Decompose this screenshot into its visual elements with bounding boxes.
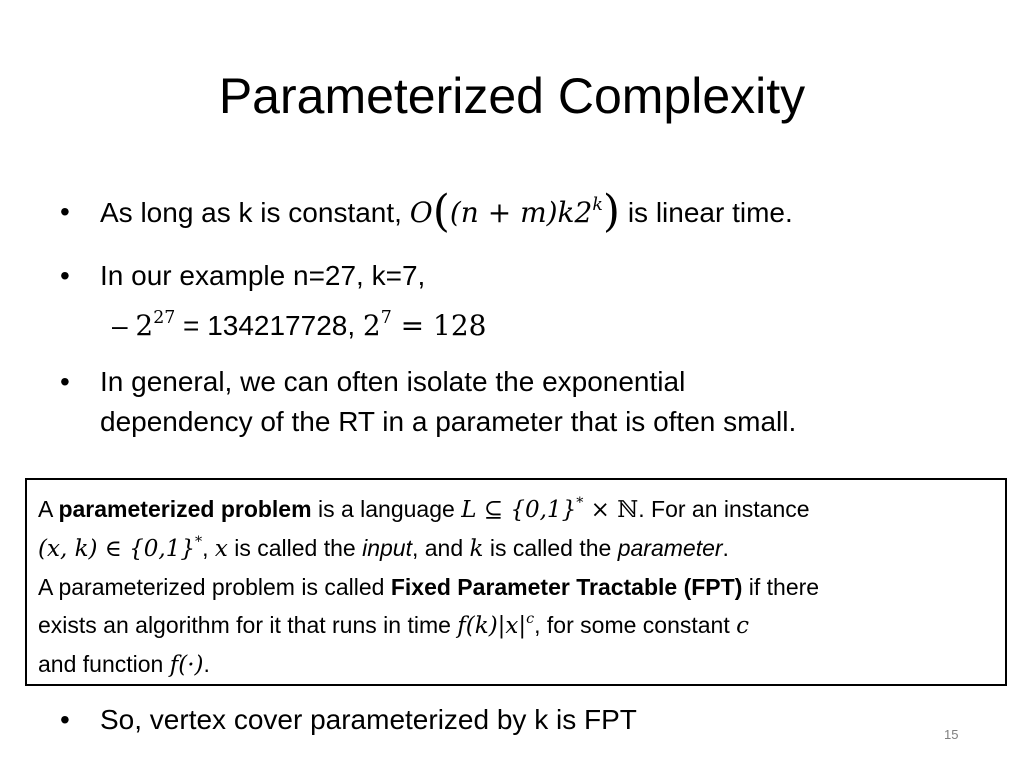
bullet-dot: •	[60, 366, 70, 397]
bullet-dot: •	[60, 260, 70, 291]
def-text: .	[203, 651, 210, 677]
def-text: A parameterized problem is called	[38, 574, 391, 600]
equals-value-b: = 128	[391, 309, 487, 342]
def-text: , and	[411, 535, 470, 561]
power-base-a: 2	[135, 309, 154, 342]
def-math-star: *	[576, 495, 584, 512]
bullet-text	[100, 186, 980, 237]
def-math-star: *	[194, 534, 203, 551]
bullet-dot: •	[60, 196, 70, 227]
definition-line-1	[38, 490, 994, 529]
bullet-text-pre: As long as k is constant,	[100, 197, 410, 228]
sub-bullet-values	[112, 306, 972, 346]
bullet-text: In our example n=27, k=7,	[100, 260, 426, 291]
definition-line-5	[38, 645, 994, 684]
def-math: c	[736, 613, 750, 639]
exponent-k: k	[592, 194, 603, 215]
def-text: if there	[742, 574, 820, 600]
def-term-parameter: parameter	[617, 535, 723, 561]
def-text: A	[38, 496, 59, 522]
def-text: ,	[202, 535, 215, 561]
def-text: is a language	[311, 496, 462, 522]
definition-line-4	[38, 606, 994, 645]
def-text: .	[722, 535, 729, 561]
right-big-paren: )	[602, 186, 621, 237]
def-term-fpt: Fixed Parameter Tractable (FPT)	[390, 574, 743, 600]
def-math: × ℕ	[583, 497, 639, 523]
def-term-input: input	[362, 535, 412, 561]
def-text: exists an algorithm for it that runs in time	[38, 612, 458, 638]
power-exp-b: 7	[380, 307, 392, 328]
bullet-line-1: In general, we can often isolate the exponential	[100, 366, 686, 397]
def-text: is called the	[483, 535, 618, 561]
bullet-text	[100, 362, 980, 442]
def-math: L ⊆ {0,1}	[461, 497, 577, 523]
def-text: . For an instance	[638, 496, 810, 522]
def-math-exponent: c	[526, 611, 535, 628]
power-exp-a: 27	[153, 307, 176, 328]
bullet-text-post: is linear time.	[620, 197, 793, 228]
complexity-expression: (n + m)k2	[449, 196, 593, 229]
definition-box	[25, 478, 1007, 686]
def-math: (x, k) ∈ {0,1}	[38, 536, 195, 562]
equals-value-a: = 134217728,	[175, 310, 363, 341]
def-math: f(·)	[169, 652, 204, 678]
def-math: k	[469, 536, 484, 562]
big-o: O	[409, 196, 433, 229]
sub-bullet-dash: –	[112, 310, 128, 341]
def-text: is called the	[227, 535, 363, 561]
left-big-paren: (	[432, 186, 450, 237]
def-text: , for some constant	[534, 612, 737, 638]
page-number: 15	[944, 727, 959, 742]
def-math: x	[214, 536, 228, 562]
power-base-b: 2	[362, 309, 381, 342]
slide-title: Parameterized Complexity	[218, 68, 806, 124]
definition-line-2	[38, 529, 994, 568]
bullet-line-2: dependency of the RT in a parameter that is often small.	[100, 406, 797, 437]
bullet-text: So, vertex cover parameterized by k is FPT	[100, 704, 637, 735]
definition-line-3	[38, 568, 994, 606]
def-text: and function	[38, 651, 170, 677]
def-term-parameterized-problem: parameterized problem	[58, 496, 312, 522]
def-math: f(k)|x|	[457, 613, 527, 639]
bullet-dot: •	[60, 704, 70, 735]
